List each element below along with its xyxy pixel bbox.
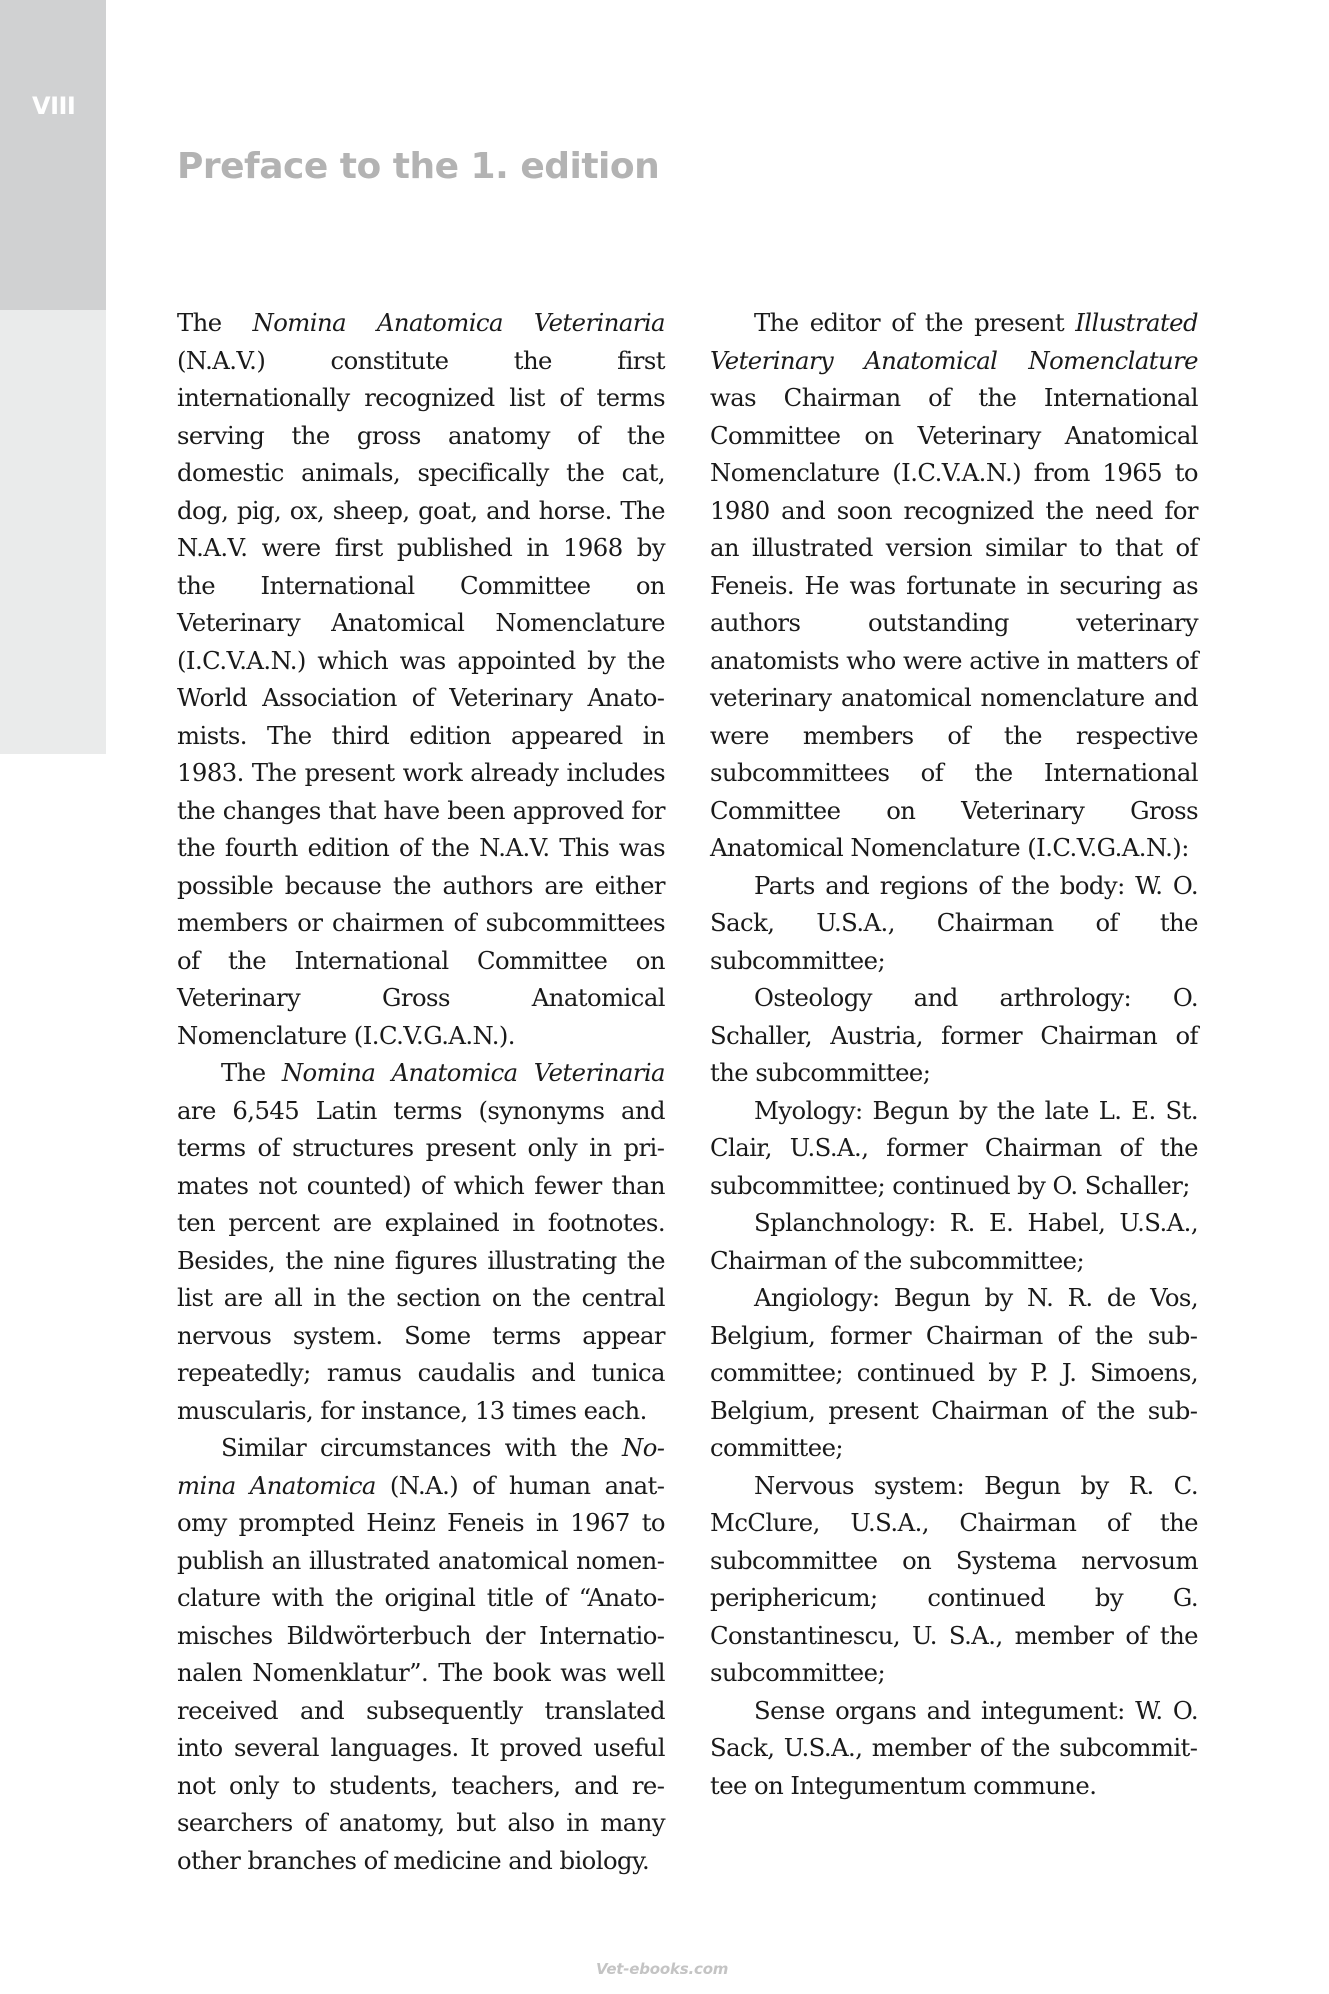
left-column — [177, 304, 665, 1879]
text-run: (N.A.) of human anatomy prompted Heinz Feneis in 1967 to publish an illustrated anatomical nomenclature with the original title of “Anatomisches Bildwörterbuch der Internationalen Nomenklatur”. The book was well received and subsequently translated into several languages. It proved useful not only to students, teachers, and researchers of anatomy, but also in many other branches of medicine and biology. — [177, 1470, 665, 1875]
paragraph — [177, 1429, 665, 1879]
text-run: was Chairman of the International Committee on Veterinary Anatomical Nomenclature (I.C.V.A.N.) from 1965 to 1980 and soon recognized the need for an illustrated version similar to that of Feneis. He was fortunate in securing as authors outstanding veterinary anatomists who were active in matters of veterinary anatomical nomenclature and were members of the respective subcommittees of the International Committee on Veterinary Gross Anatomical Nomenclature (I.C.V.G.A.N.): — [710, 383, 1198, 862]
subcommittee-entry: Nervous system: Begun by R. C. McClure, U.S.A., Chairman of the subcommittee on Systema nervosum periphericum; continued by G. Constantinescu, U. S.A., member of the subcommittee; — [710, 1470, 1198, 1687]
page-number: VIII — [32, 92, 76, 120]
text-run: The — [177, 308, 253, 337]
paragraph — [177, 1054, 665, 1429]
page-title: Preface to the 1. edition — [177, 146, 660, 187]
subcommittee-entry: Sense organs and integument: W. O. Sack, U.S.A., member of the subcommittee on Integumentum commune. — [710, 1695, 1198, 1800]
page-side-tab-lower — [0, 310, 106, 754]
subcommittee-entry: Angiology: Begun by N. R. de Vos, Belgium, former Chairman of the subcommittee; continued by P. J. Simoens, Belgium, present Chairman of the subcommittee; — [710, 1283, 1198, 1462]
page-side-tab — [0, 0, 106, 310]
right-column — [710, 304, 1198, 1804]
italic-title: Illustrated Veterinary Anatomical Nomenclature — [710, 308, 1198, 375]
text-run: are 6,545 Latin terms (synonyms and terms of structures present only in primates not counted) of which fewer than ten percent are explained in footnotes. Besides, the nine figures illustrating the list are all in the section on the central nervous system. Some terms appear repeatedly; ramus caudalis and tunica muscularis, for instance, 13 times each. — [177, 1095, 665, 1425]
text-run: (N.A.V.) constitute the first internationally recognized list of terms serving the gross anatomy of the domestic animals, specifically the cat, dog, pig, ox, sheep, goat, and horse. The N.A.V. were first published in 1968 by the International Committee on Veterinary Anatomical Nomenclature (I.C.V.A.N.) which was appointed by the World Association of Veterinary Anatomists. The third edition appeared in 1983. The present work already includes the changes that have been approved for the fourth edition of the N.A.V. This was possible because the authors are either members or chairmen of subcommittees of the International Committee on Veterinary Gross Anatomical Nomenclature (I.C.V.G.A.N.). — [177, 345, 665, 1050]
text-run: The — [221, 1058, 282, 1087]
text-run: Similar circumstances with the — [221, 1433, 622, 1462]
subcommittee-entry: Myology: Begun by the late L. E. St. Clair, U.S.A., former Chairman of the subcommittee; continued by O. Schaller; — [710, 1095, 1198, 1200]
italic-title: Nomina Anatomica Veterinaria — [281, 1058, 665, 1087]
watermark: Vet-ebooks.com — [596, 1960, 729, 1978]
paragraph — [177, 304, 665, 1054]
subcommittee-entry: Splanchnology: R. E. Habel, U.S.A., Chairman of the subcommittee; — [710, 1208, 1198, 1275]
italic-title: Nomina Anatomica Veterinaria — [252, 308, 665, 337]
text-run: The editor of the present — [754, 308, 1076, 337]
paragraph — [710, 304, 1198, 867]
subcommittee-entry: Parts and regions of the body: W. O. Sack, U.S.A., Chairman of the subcommittee; — [710, 870, 1198, 975]
subcommittee-entry: Osteology and arthrology: O. Schaller, Austria, former Chairman of the subcommittee; — [710, 983, 1198, 1087]
italic-title: Nomina Anatomica — [177, 1433, 665, 1500]
